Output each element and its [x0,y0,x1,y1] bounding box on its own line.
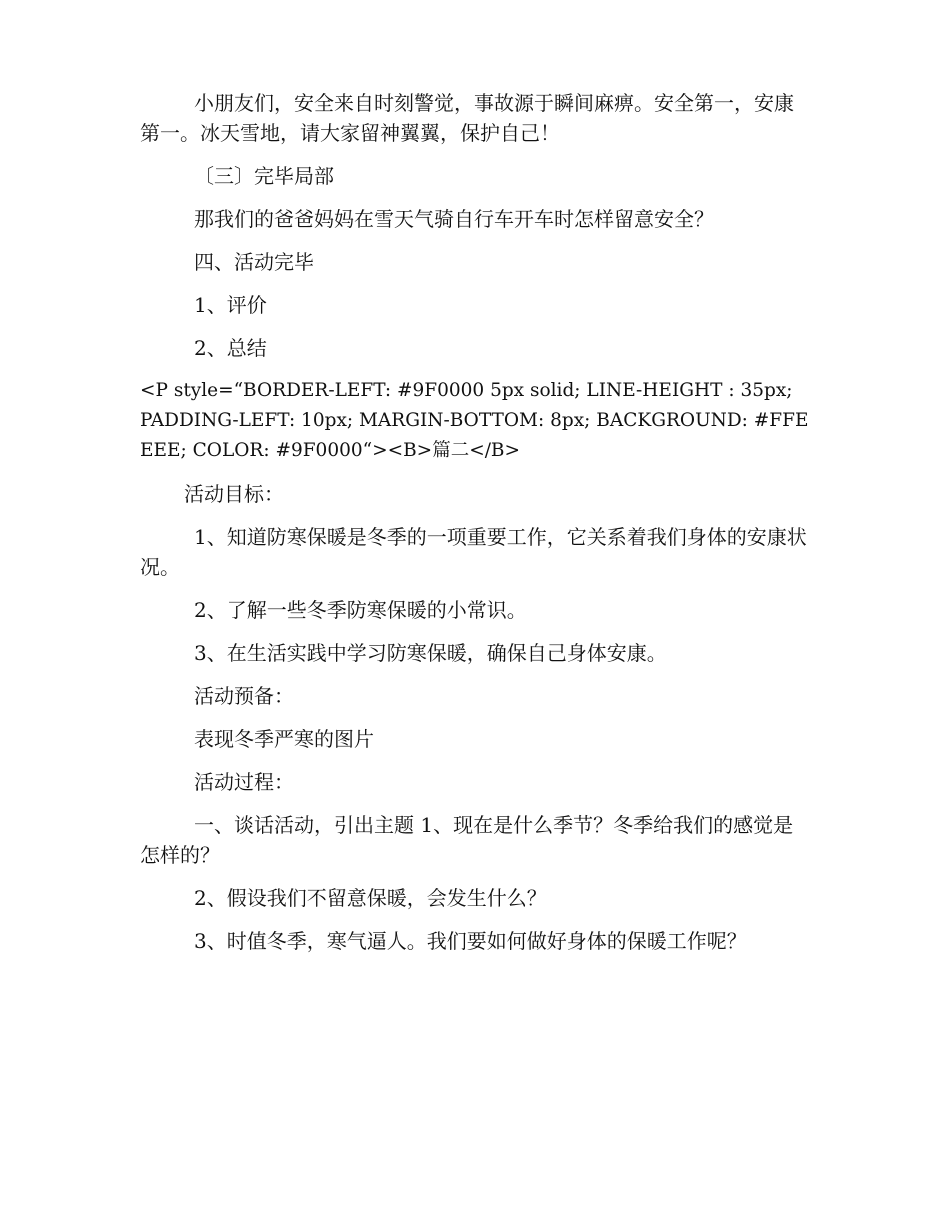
paragraph-section-three-heading: 〔三〕完毕局部 [194,164,334,188]
paragraph-goal-one: 1、知道防寒保暖是冬季的一项重要工作，它关系着我们身体的安康状况。 [140,525,807,579]
paragraph-process-step-two: 2、假设我们不留意保暖，会发生什么？ [194,886,547,910]
paragraph-process-step-three: 3、时值冬季，寒气逼人。我们要如何做好身体的保暖工作呢？ [194,929,747,953]
document-body [140,88,810,969]
paragraph-activity-goals-heading: 活动目标： [184,482,284,506]
paragraph-section-four-heading: 四、活动完毕 [194,250,314,274]
paragraph-goal-three: 3、在生活实践中学习防寒保暖，确保自己身体安康。 [194,641,667,665]
paragraph-html-source-line: <P style=“BORDER-LEFT: #9F0000 5px solid; LINE-HEIGHT : 35px; PADDING-LEFT: 10px; MARGIN-BOTTOM: 8px; BACKGROUND: #FFEEEE; COLOR: #9F0000“><B>篇二</B> [140,380,809,461]
paragraph-safety-reminder: 小朋友们，安全来自时刻警觉，事故源于瞬间麻痹。安全第一，安康第一。冰天雪地，请大家留神翼翼，保护自己！ [140,91,794,145]
paragraph-evaluation: 1、评价 [194,293,267,317]
paragraph-goal-two: 2、了解一些冬季防寒保暖的小常识。 [194,598,527,622]
paragraph-process-step-one: 一、谈话活动，引出主题 1、现在是什么季节？冬季给我们的感觉是怎样的？ [140,813,794,867]
paragraph-summary: 2、总结 [194,336,267,360]
paragraph-process-heading: 活动过程： [194,770,294,794]
paragraph-preparation-material: 表现冬季严寒的图片 [194,727,374,751]
paragraph-preparation-heading: 活动预备： [194,684,294,708]
paragraph-parents-question: 那我们的爸爸妈妈在雪天气骑自行车开车时怎样留意安全？ [194,207,714,231]
